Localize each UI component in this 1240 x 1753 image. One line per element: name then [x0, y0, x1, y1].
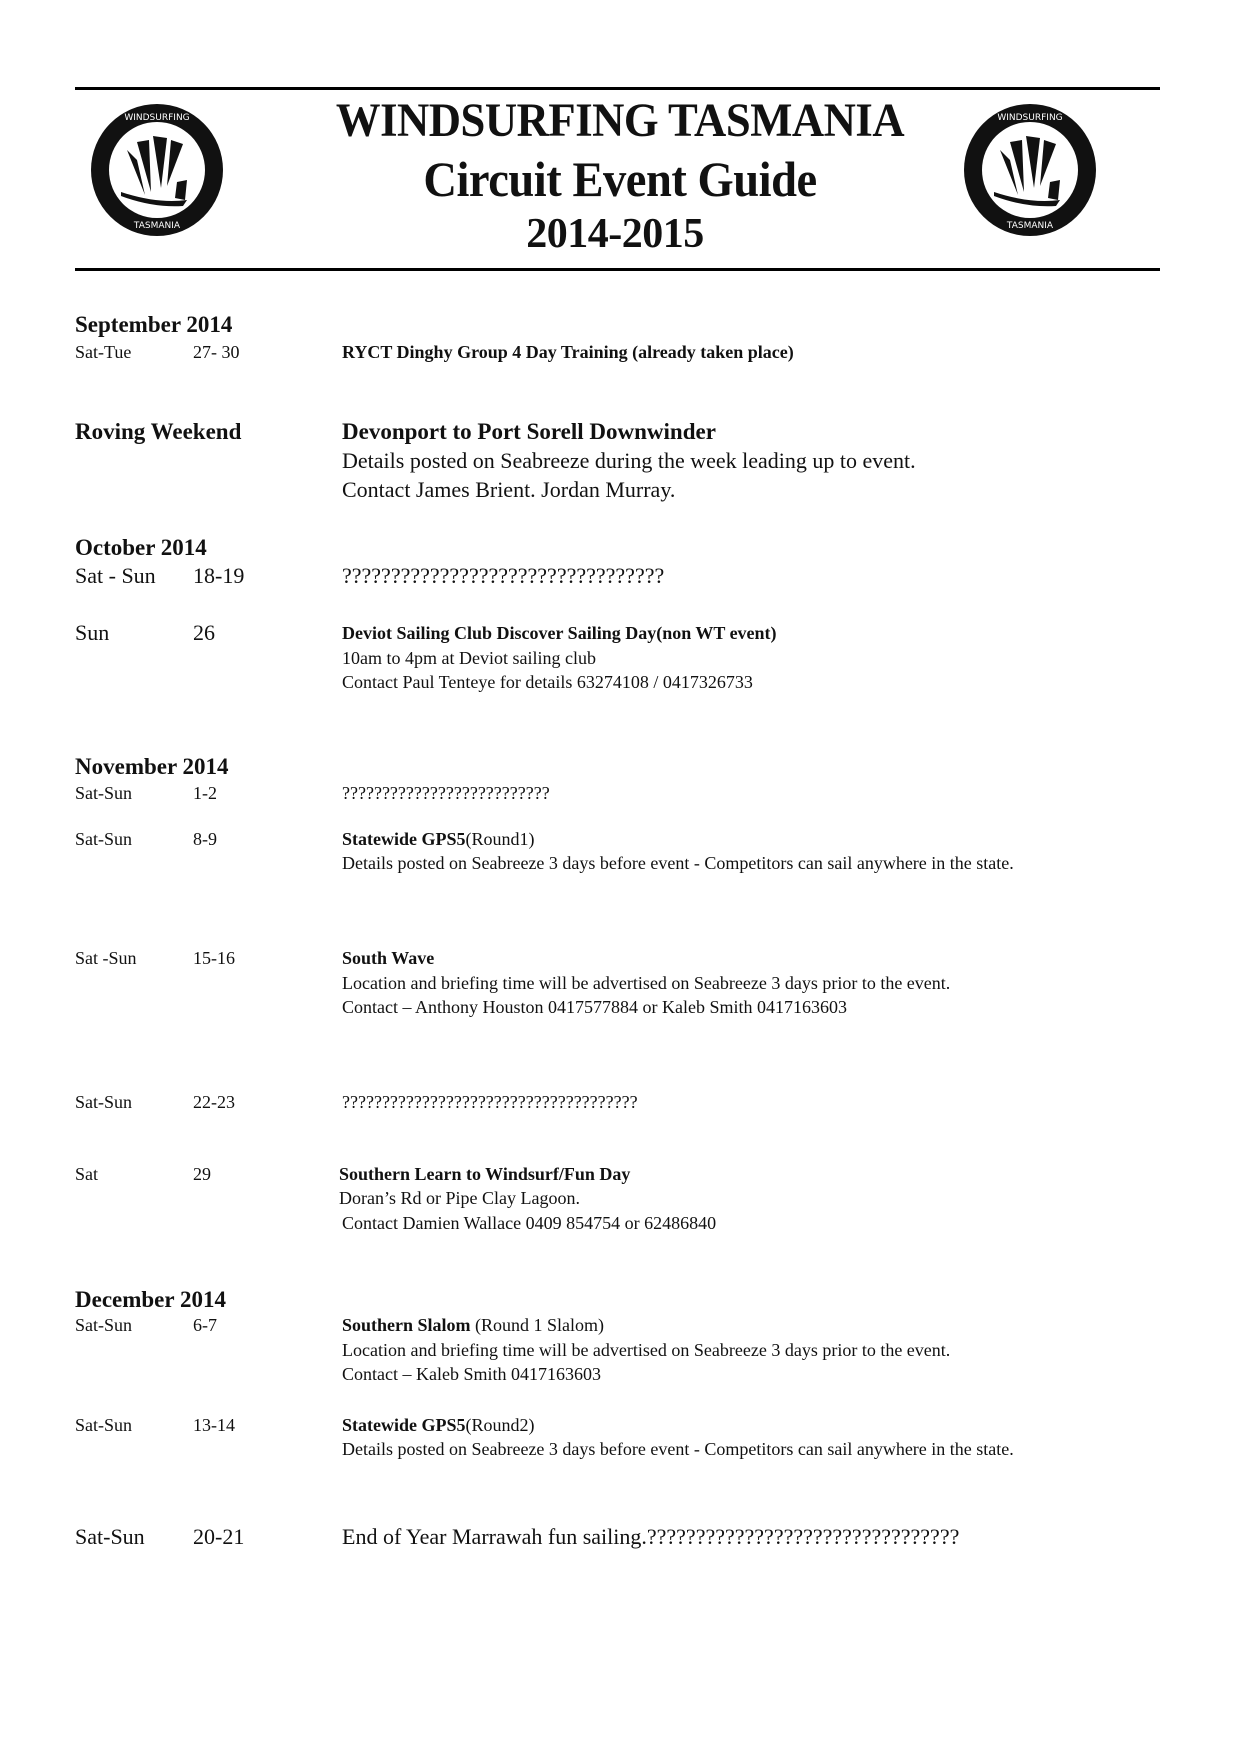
- header-bottom-rule: [75, 268, 1160, 271]
- event-title: Deviot Sailing Club Discover Sailing Day(non WT event): [342, 623, 777, 643]
- event-detail: Contact Damien Wallace 0409 854754 or 62486840: [342, 1213, 717, 1233]
- event-title: Southern Learn to Windsurf/Fun Day: [339, 1164, 631, 1184]
- event-dates: 20-21: [193, 1524, 245, 1549]
- roving-weekend-heading: Roving Weekend: [75, 419, 242, 444]
- month-heading-october: October 2014: [75, 535, 207, 560]
- event-title: End of Year Marrawah fun sailing.????????????????????????????????: [342, 1524, 960, 1549]
- svg-text:TASMANIA: TASMANIA: [133, 221, 181, 231]
- event-title: Statewide GPS5(Round1): [342, 829, 535, 849]
- event-detail: Contact – Kaleb Smith 0417163603: [342, 1364, 601, 1384]
- event-days: Sat-Sun: [75, 783, 133, 803]
- event-dates: 18-19: [193, 563, 245, 588]
- event-days: Sat-Sun: [75, 1415, 133, 1435]
- event-title: Devonport to Port Sorell Downwinder: [342, 419, 716, 444]
- event-title: Southern Slalom (Round 1 Slalom): [342, 1315, 605, 1335]
- event-detail: Details posted on Seabreeze 3 days before event - Competitors can sail anywhere in the state.: [342, 1439, 1014, 1459]
- event-days: Sun: [75, 620, 110, 645]
- event-title-tbd: ?????????????????????????????????: [342, 563, 665, 588]
- event-days: Sat: [75, 1164, 99, 1184]
- event-dates: 1-2: [193, 783, 217, 803]
- event-detail: Location and briefing time will be advertised on Seabreeze 3 days prior to the event.: [342, 1340, 951, 1360]
- event-dates: 8-9: [193, 829, 217, 849]
- event-dates: 15-16: [193, 948, 235, 968]
- event-days: Sat -Sun: [75, 948, 137, 968]
- event-dates: 29: [193, 1164, 211, 1184]
- event-days: Sat-Sun: [75, 1092, 133, 1112]
- event-detail: Contact Paul Tenteye for details 63274108 / 0417326733: [342, 672, 753, 692]
- event-detail: Contact James Brient. Jordan Murray.: [342, 477, 676, 502]
- event-title: South Wave: [342, 948, 435, 968]
- event-detail: Details posted on Seabreeze 3 days before event - Competitors can sail anywhere in the state.: [342, 853, 1014, 873]
- header-top-rule: [75, 87, 1160, 90]
- season-label: 2014-2015: [526, 211, 704, 257]
- month-heading-september: September 2014: [75, 312, 233, 337]
- document-title: WINDSURFING TASMANIA: [335, 94, 905, 147]
- event-detail: Location and briefing time will be advertised on Seabreeze 3 days prior to the event.: [342, 973, 951, 993]
- svg-text:WINDSURFING: WINDSURFING: [124, 113, 190, 123]
- event-days: Sat-Tue: [75, 342, 132, 362]
- event-detail: Doran’s Rd or Pipe Clay Lagoon.: [339, 1188, 580, 1208]
- event-days: Sat - Sun: [75, 563, 156, 588]
- document-subtitle: Circuit Event Guide: [423, 151, 817, 207]
- event-detail: 10am to 4pm at Deviot sailing club: [342, 648, 596, 668]
- event-dates: 27- 30: [193, 342, 240, 362]
- event-dates: 6-7: [193, 1315, 217, 1335]
- month-heading-november: November 2014: [75, 754, 229, 779]
- svg-text:WINDSURFING: WINDSURFING: [997, 113, 1063, 123]
- event-title: Statewide GPS5(Round2): [342, 1415, 535, 1435]
- event-days: Sat-Sun: [75, 1524, 145, 1549]
- svg-text:TASMANIA: TASMANIA: [1006, 221, 1054, 231]
- event-dates: 26: [193, 620, 215, 645]
- event-title-tbd: ??????????????????????????: [342, 783, 550, 803]
- event-dates: 13-14: [193, 1415, 235, 1435]
- event-title: RYCT Dinghy Group 4 Day Training (already taken place): [342, 342, 794, 362]
- event-dates: 22-23: [193, 1092, 235, 1112]
- month-heading-december: December 2014: [75, 1287, 226, 1312]
- event-days: Sat-Sun: [75, 1315, 133, 1335]
- event-days: Sat-Sun: [75, 829, 133, 849]
- event-detail: Details posted on Seabreeze during the week leading up to event.: [342, 448, 916, 473]
- event-detail: Contact – Anthony Houston 0417577884 or Kaleb Smith 0417163603: [342, 997, 847, 1017]
- event-title-tbd: ?????????????????????????????????????: [342, 1092, 638, 1112]
